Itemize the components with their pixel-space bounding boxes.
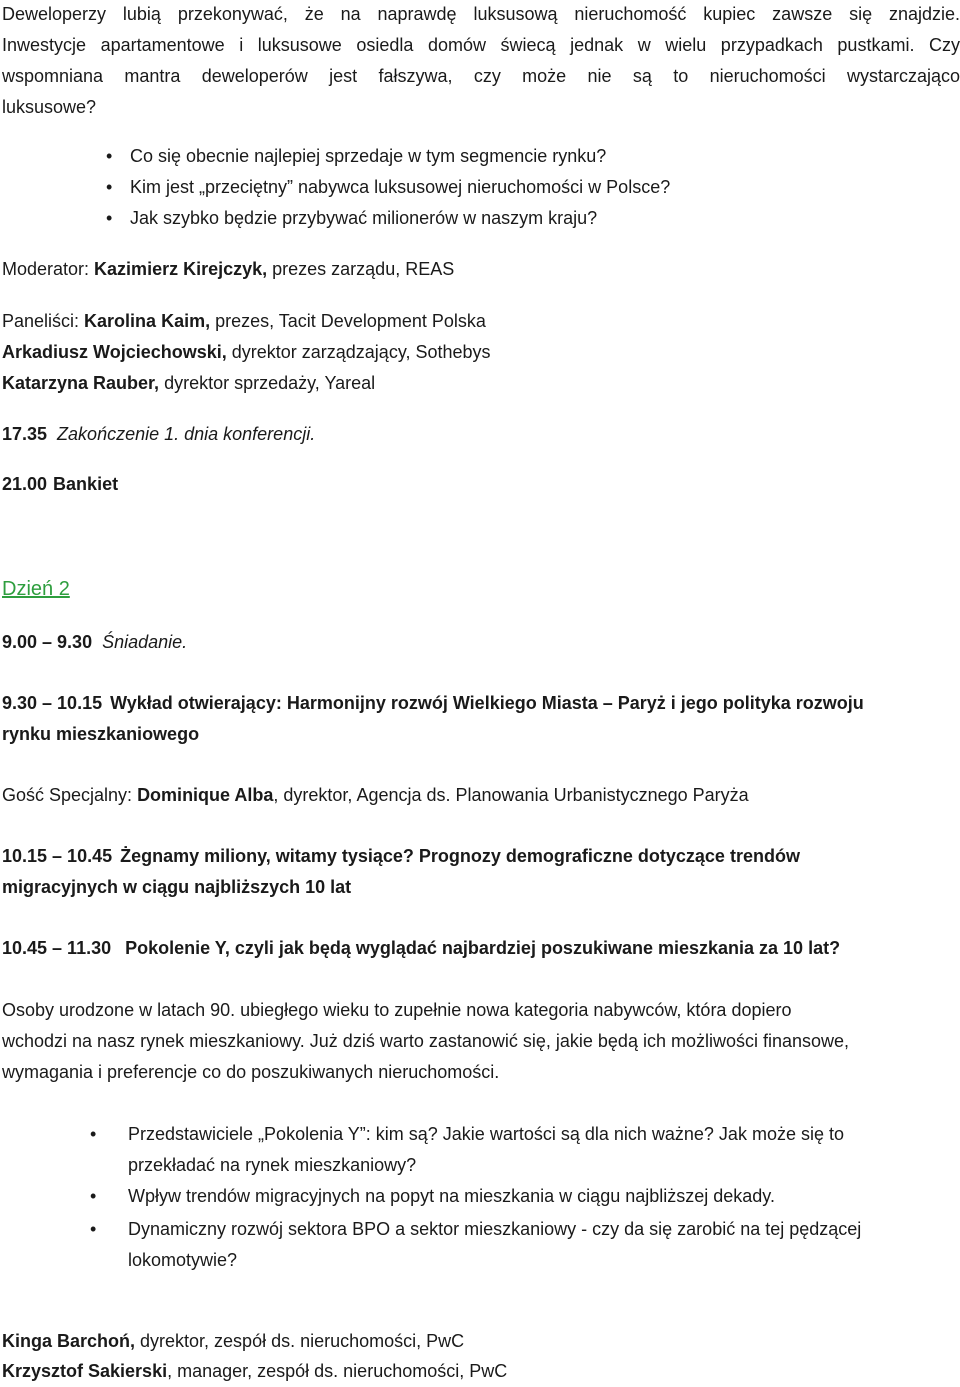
- breakfast-line: [2, 627, 187, 658]
- bullet-icon: •: [106, 208, 113, 228]
- list-item: [90, 1181, 775, 1212]
- breakfast-time: 9.00 – 9.30: [2, 632, 93, 652]
- list-item-text-line-1: Wpływ trendów migracyjnych na popyt na mieszkania w ciągu najbliższej dekady.: [128, 1186, 775, 1206]
- intro-line-1: Deweloperzy lubią przekonywać, że na naprawdę luksusową nieruchomość kupiec zawsze się znajdzie.: [2, 4, 960, 24]
- panelist-line-1: [2, 306, 486, 337]
- description-line-1: Osoby urodzone w latach 90. ubiegłego wieku to zupełnie nowa kategoria nabywców, która dopiero: [2, 1000, 792, 1020]
- panelists-label: Paneliści:: [2, 311, 85, 331]
- panelist-role: dyrektor sprzedaży, Yareal: [159, 373, 376, 393]
- moderator-label: Moderator:: [2, 259, 95, 279]
- day-heading: Dzień 2: [2, 578, 70, 600]
- lecture-time: 9.30 – 10.15: [2, 693, 103, 713]
- panelist-name: Karolina Kaim,: [84, 311, 211, 331]
- banquet-time: 21.00: [2, 474, 48, 494]
- speaker-line-2: [2, 1356, 507, 1387]
- moderator-role: prezes zarządu, REAS: [267, 259, 455, 279]
- panelist-name: Katarzyna Rauber,: [2, 373, 160, 393]
- closing-time: 17.35: [2, 424, 48, 444]
- speaker-role: , manager, zespół ds. nieruchomości, PwC: [167, 1361, 508, 1381]
- list-item-text-line-2: przekładać na rynek mieszkaniowy?: [128, 1155, 417, 1175]
- lecture-title-line-1: [2, 688, 864, 719]
- session3-title-line: [2, 933, 840, 964]
- intro-line-4: luksusowe?: [2, 97, 97, 117]
- speaker-role: dyrektor, zespół ds. nieruchomości, PwC: [135, 1331, 465, 1351]
- panelist-name: Arkadiusz Wojciechowski,: [2, 342, 227, 362]
- lecture-title-line-2: rynku mieszkaniowego: [2, 724, 200, 744]
- session2-time: 10.15 – 10.45: [2, 846, 113, 866]
- panelist-role: dyrektor zarządzający, Sothebys: [226, 342, 491, 362]
- list-item-text-line-1: Przedstawiciele „Pokolenia Y”: kim są? Jakie wartości są dla nich ważne? Jak może się to: [128, 1124, 844, 1144]
- banquet-text: Bankiet: [53, 474, 119, 494]
- session2-title-line-2: migracyjnych w ciągu najbliższych 10 lat: [2, 877, 352, 897]
- list-item-text: Kim jest „przeciętny” nabywca luksusowej nieruchomości w Polsce?: [130, 177, 671, 197]
- list-item: [106, 141, 607, 172]
- list-item-text: Co się obecnie najlepiej sprzedaje w tym segmencie rynku?: [130, 146, 607, 166]
- intro-line-2: Inwestycje apartamentowe i luksusowe osiedla domów świecą jednak w wielu przypadkach pustkami. Czy: [2, 35, 960, 55]
- breakfast-text: Śniadanie.: [102, 632, 188, 652]
- bullet-icon: •: [90, 1219, 97, 1239]
- closing-line: [2, 419, 315, 450]
- speaker-name: Krzysztof Sakierski: [2, 1361, 168, 1381]
- guest-label: Gość Specjalny:: [2, 785, 138, 805]
- panelist-role: prezes, Tacit Development Polska: [210, 311, 486, 331]
- list-item-text: Jak szybko będzie przybywać milionerów w naszym kraju?: [130, 208, 598, 228]
- banquet-line: [2, 469, 118, 500]
- bullet-icon: •: [90, 1186, 97, 1206]
- moderator-line: [2, 254, 454, 285]
- list-item: [106, 172, 671, 203]
- intro-line-3: wspomniana mantra deweloperów jest fałszywa, czy może nie są to nieruchomości wystarczająco: [2, 66, 960, 86]
- bullet-icon: •: [90, 1124, 97, 1144]
- speaker-name: Kinga Barchoń,: [2, 1331, 136, 1351]
- guest-line: [2, 780, 749, 811]
- list-item-text-line-2: lokomotywie?: [128, 1250, 238, 1270]
- guest-name: Dominique Alba: [137, 785, 274, 805]
- session2-title: Żegnamy miliony, witamy tysiące? Prognozy demograficzne dotyczące trendów: [120, 846, 800, 866]
- lecture-title: Wykład otwierający: Harmonijny rozwój Wielkiego Miasta – Paryż i jego polityka rozwoju: [110, 693, 864, 713]
- panelist-line-3: [2, 368, 375, 399]
- session3-time: 10.45 – 11.30: [2, 938, 112, 958]
- list-item: [90, 1119, 844, 1181]
- moderator-name: Kazimierz Kirejczyk,: [94, 259, 268, 279]
- bullet-icon: •: [106, 177, 113, 197]
- list-item: [90, 1214, 862, 1276]
- list-item-text-line-1: Dynamiczny rozwój sektora BPO a sektor mieszkaniowy - czy da się zarobić na tej pędzącej: [128, 1219, 862, 1239]
- speaker-line-1: [2, 1326, 464, 1357]
- panelist-line-2: [2, 337, 491, 368]
- bullet-icon: •: [106, 146, 113, 166]
- session3-title: Pokolenie Y, czyli jak będą wyglądać najbardziej poszukiwane mieszkania za 10 lat?: [125, 938, 841, 958]
- description-line-2: wchodzi na nasz rynek mieszkaniowy. Już dziś warto zastanowić się, jakie będą ich możliwości finansowe,: [2, 1031, 850, 1051]
- closing-text: Zakończenie 1. dnia konferencji.: [57, 424, 316, 444]
- guest-role: , dyrektor, Agencja ds. Planowania Urbanistycznego Paryża: [273, 785, 749, 805]
- list-item: [106, 203, 598, 234]
- description-line-3: wymagania i preferencje co do poszukiwanych nieruchomości.: [2, 1062, 500, 1082]
- session2-title-line-1: [2, 841, 800, 872]
